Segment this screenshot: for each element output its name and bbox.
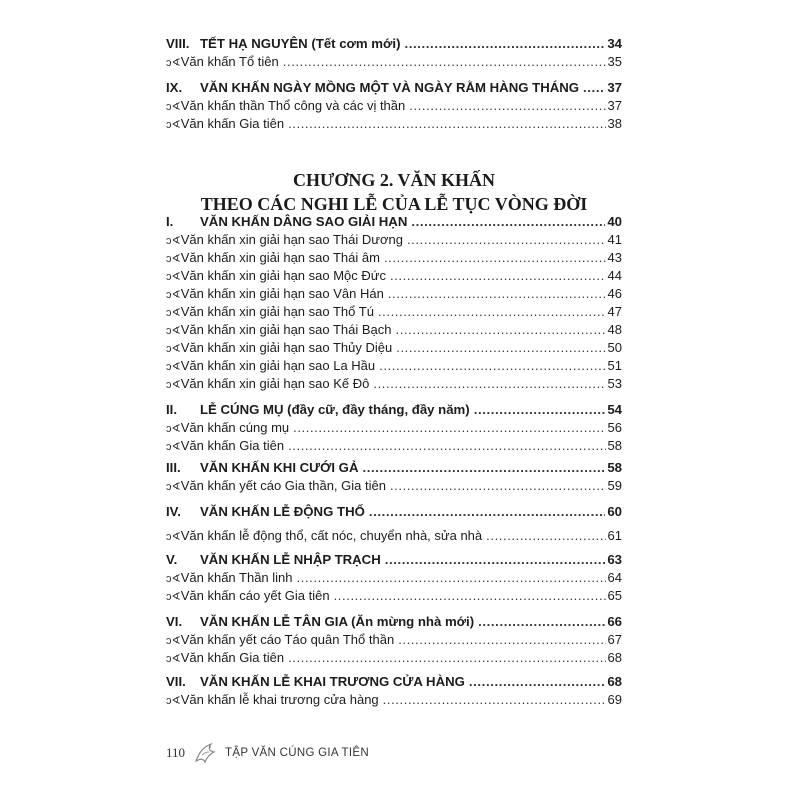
item-title: Văn khấn yết cáo Táo quân Thổ thần — [180, 632, 395, 647]
dot-leader — [378, 304, 606, 320]
dot-leader — [369, 504, 605, 520]
section-number: VIII. — [166, 36, 190, 51]
bullet-ornament-icon: ↄ∢ — [166, 307, 181, 319]
dot-leader — [373, 376, 605, 392]
dot-leader — [398, 632, 605, 648]
dot-leader — [288, 116, 605, 132]
page-ref: 43 — [607, 250, 622, 265]
page-ref: 47 — [607, 304, 622, 319]
section-number: IV. — [166, 504, 181, 519]
section-title: TẾT HẠ NGUYÊN (Tết cơm mới) — [200, 36, 401, 51]
bullet-ornament-icon: ↄ∢ — [166, 119, 181, 131]
section-number: II. — [166, 402, 177, 417]
page-ref: 68 — [607, 650, 622, 665]
dot-leader — [486, 528, 605, 544]
section-title: VĂN KHẤN LỄ KHAI TRƯƠNG CỬA HÀNG — [200, 674, 465, 689]
bullet-ornament-icon: ↄ∢ — [166, 379, 181, 391]
bullet-ornament-icon: ↄ∢ — [166, 235, 181, 247]
item-title: Văn khấn xin giải hạn sao Thái âm — [180, 250, 380, 265]
toc-item-row — [166, 376, 622, 393]
dot-leader — [288, 438, 605, 454]
page-ref: 44 — [607, 268, 622, 283]
dot-leader — [409, 98, 605, 114]
dot-leader — [293, 420, 605, 436]
item-title: Văn khấn xin giải hạn sao Thái Bạch — [180, 322, 392, 337]
bullet-ornament-icon: ↄ∢ — [166, 289, 181, 301]
section-number: IX. — [166, 80, 183, 95]
dot-leader — [407, 232, 606, 248]
toc-item-row — [166, 358, 622, 375]
item-title: Văn khấn cúng mụ — [180, 420, 290, 435]
dot-leader — [390, 478, 606, 494]
toc-item-row — [166, 232, 622, 249]
bullet-ornament-icon: ↄ∢ — [166, 653, 181, 665]
section-title: VĂN KHẤN LỄ NHẬP TRẠCH — [200, 552, 381, 567]
bullet-ornament-icon: ↄ∢ — [166, 101, 181, 113]
item-title: Văn khấn cáo yết Gia tiên — [180, 588, 330, 603]
toc-section-row — [166, 460, 622, 476]
toc-section-row — [166, 552, 622, 568]
toc-item-row — [166, 268, 622, 285]
section-number: VI. — [166, 614, 183, 629]
toc-section-row — [166, 674, 622, 690]
item-title: Văn khấn xin giải hạn sao Thổ Tú — [180, 304, 374, 319]
toc-item-row — [166, 632, 622, 649]
page-ref: 37 — [607, 98, 622, 113]
page-ref: 58 — [607, 438, 622, 453]
item-title: Văn khấn xin giải hạn sao Thủy Diệu — [180, 340, 393, 355]
bullet-ornament-icon: ↄ∢ — [166, 423, 181, 435]
bullet-ornament-icon: ↄ∢ — [166, 325, 181, 337]
dot-leader — [334, 588, 606, 604]
dot-leader — [478, 614, 605, 630]
bullet-ornament-icon: ↄ∢ — [166, 361, 181, 373]
page-ref: 35 — [607, 54, 622, 69]
section-title: VĂN KHẤN DÂNG SAO GIẢI HẠN — [200, 214, 408, 229]
page-ref: 41 — [607, 232, 622, 247]
item-title: Văn khấn lễ động thổ, cất nóc, chuyển nhà, sửa nhà — [180, 528, 483, 543]
dot-leader — [384, 250, 606, 266]
toc-section-row — [166, 614, 622, 630]
section-number: VII. — [166, 674, 186, 689]
toc-item-row — [166, 322, 622, 339]
page-ref: 64 — [607, 570, 622, 585]
toc-item-row — [166, 528, 622, 545]
item-title: Văn khấn xin giải hạn sao Mộc Đức — [180, 268, 386, 283]
chapter-title-line1: CHƯƠNG 2. VĂN KHẤN — [293, 170, 495, 190]
item-title: Văn khấn Gia tiên — [180, 116, 285, 131]
toc-item-row — [166, 438, 622, 455]
toc-item-row — [166, 692, 622, 709]
dot-leader — [404, 36, 605, 52]
dot-leader — [469, 674, 605, 690]
page-ref: 67 — [607, 632, 622, 647]
bullet-ornament-icon: ↄ∢ — [166, 531, 181, 543]
item-title: Văn khấn xin giải hạn sao Kế Đô — [180, 376, 370, 391]
toc-item-row — [166, 116, 622, 133]
toc-item-row — [166, 570, 622, 587]
section-title: VĂN KHẤN NGÀY MỒNG MỘT VÀ NGÀY RẰM HÀNG THÁNG — [200, 80, 580, 95]
bullet-ornament-icon: ↄ∢ — [166, 695, 181, 707]
item-title: Văn khấn Gia tiên — [180, 650, 285, 665]
section-title: VĂN KHẤN LỄ TÂN GIA (Ăn mừng nhà mới) — [200, 614, 475, 629]
section-number: I. — [166, 214, 174, 229]
toc-item-row — [166, 304, 622, 321]
page-ref: 56 — [607, 420, 622, 435]
dragon-logo-icon — [193, 741, 219, 765]
item-title: Văn khấn xin giải hạn sao Vân Hán — [180, 286, 384, 301]
toc-item-row — [166, 98, 622, 115]
page-ref: 40 — [607, 214, 622, 229]
page-number: 110 — [166, 745, 186, 760]
dot-leader — [583, 80, 605, 96]
page-ref: 51 — [607, 358, 622, 373]
dot-leader — [383, 692, 606, 708]
page-ref: 48 — [607, 322, 622, 337]
toc-item-row — [166, 340, 622, 357]
page-ref: 46 — [607, 286, 622, 301]
bullet-ornament-icon: ↄ∢ — [166, 635, 181, 647]
bullet-ornament-icon: ↄ∢ — [166, 253, 181, 265]
item-title: Văn khấn yết cáo Gia thần, Gia tiên — [180, 478, 386, 493]
bullet-ornament-icon: ↄ∢ — [166, 591, 181, 603]
page-ref: 54 — [607, 402, 622, 417]
item-title: Văn khấn xin giải hạn sao La Hầu — [180, 358, 376, 373]
dot-leader — [396, 340, 605, 356]
toc-item-row — [166, 286, 622, 303]
dot-leader — [385, 552, 606, 568]
item-title: Văn khấn lễ khai trương cửa hàng — [180, 692, 379, 707]
page-footer — [166, 741, 369, 765]
dot-leader — [388, 286, 606, 302]
section-number: III. — [166, 460, 181, 475]
page-ref: 37 — [607, 80, 622, 95]
toc-section-row — [166, 80, 622, 96]
section-number: V. — [166, 552, 178, 567]
dot-leader — [411, 214, 605, 230]
page-ref: 59 — [607, 478, 622, 493]
toc-item-row — [166, 54, 622, 71]
section-title: VĂN KHẤN KHI CƯỚI GẢ — [200, 460, 359, 475]
page-ref: 61 — [607, 528, 622, 543]
toc-section-row — [166, 402, 622, 418]
dot-leader — [396, 322, 606, 338]
page-ref: 69 — [607, 692, 622, 707]
page-ref: 50 — [607, 340, 622, 355]
bullet-ornament-icon: ↄ∢ — [166, 343, 181, 355]
section-title: VĂN KHẤN LỄ ĐỘNG THỔ — [200, 504, 365, 519]
item-title: Văn khấn Gia tiên — [180, 438, 285, 453]
page-ref: 53 — [607, 376, 622, 391]
dot-leader — [390, 268, 606, 284]
chapter-title-line2: THEO CÁC NGHI LỄ CỦA LỄ TỤC VÒNG ĐỜI — [200, 194, 588, 214]
item-title: Văn khấn thần Thổ công và các vị thần — [180, 98, 406, 113]
bullet-ornament-icon: ↄ∢ — [166, 441, 181, 453]
item-title: Văn khấn Tổ tiên — [180, 54, 279, 69]
toc-item-row — [166, 588, 622, 605]
item-title: Văn khấn Thần linh — [180, 570, 293, 585]
dot-leader — [283, 54, 606, 70]
bullet-ornament-icon: ↄ∢ — [166, 481, 181, 493]
dot-leader — [297, 570, 606, 586]
page-ref: 58 — [607, 460, 622, 475]
bullet-ornament-icon: ↄ∢ — [166, 271, 181, 283]
page-ref: 60 — [607, 504, 622, 519]
bullet-ornament-icon: ↄ∢ — [166, 573, 181, 585]
page-ref: 65 — [607, 588, 622, 603]
dot-leader — [288, 650, 605, 666]
page-ref: 68 — [607, 674, 622, 689]
toc-section-row — [166, 504, 622, 520]
page-ref: 34 — [607, 36, 622, 51]
item-title: Văn khấn xin giải hạn sao Thái Dương — [180, 232, 403, 247]
page-ref: 38 — [607, 116, 622, 131]
page-ref: 66 — [607, 614, 622, 629]
toc-item-row — [166, 420, 622, 437]
dot-leader — [379, 358, 605, 374]
dot-leader — [362, 460, 605, 476]
section-title: LỄ CÚNG MỤ (đầy cữ, đầy tháng, đầy năm) — [200, 402, 470, 417]
toc-item-row — [166, 250, 622, 267]
bullet-ornament-icon: ↄ∢ — [166, 57, 181, 69]
page-ref: 63 — [607, 552, 622, 567]
toc-item-row — [166, 478, 622, 495]
book-title: TẬP VĂN CÚNG GIA TIÊN — [225, 747, 369, 759]
dot-leader — [474, 402, 606, 418]
toc-section-row — [166, 36, 622, 52]
toc-section-row — [166, 214, 622, 230]
toc-item-row — [166, 650, 622, 667]
